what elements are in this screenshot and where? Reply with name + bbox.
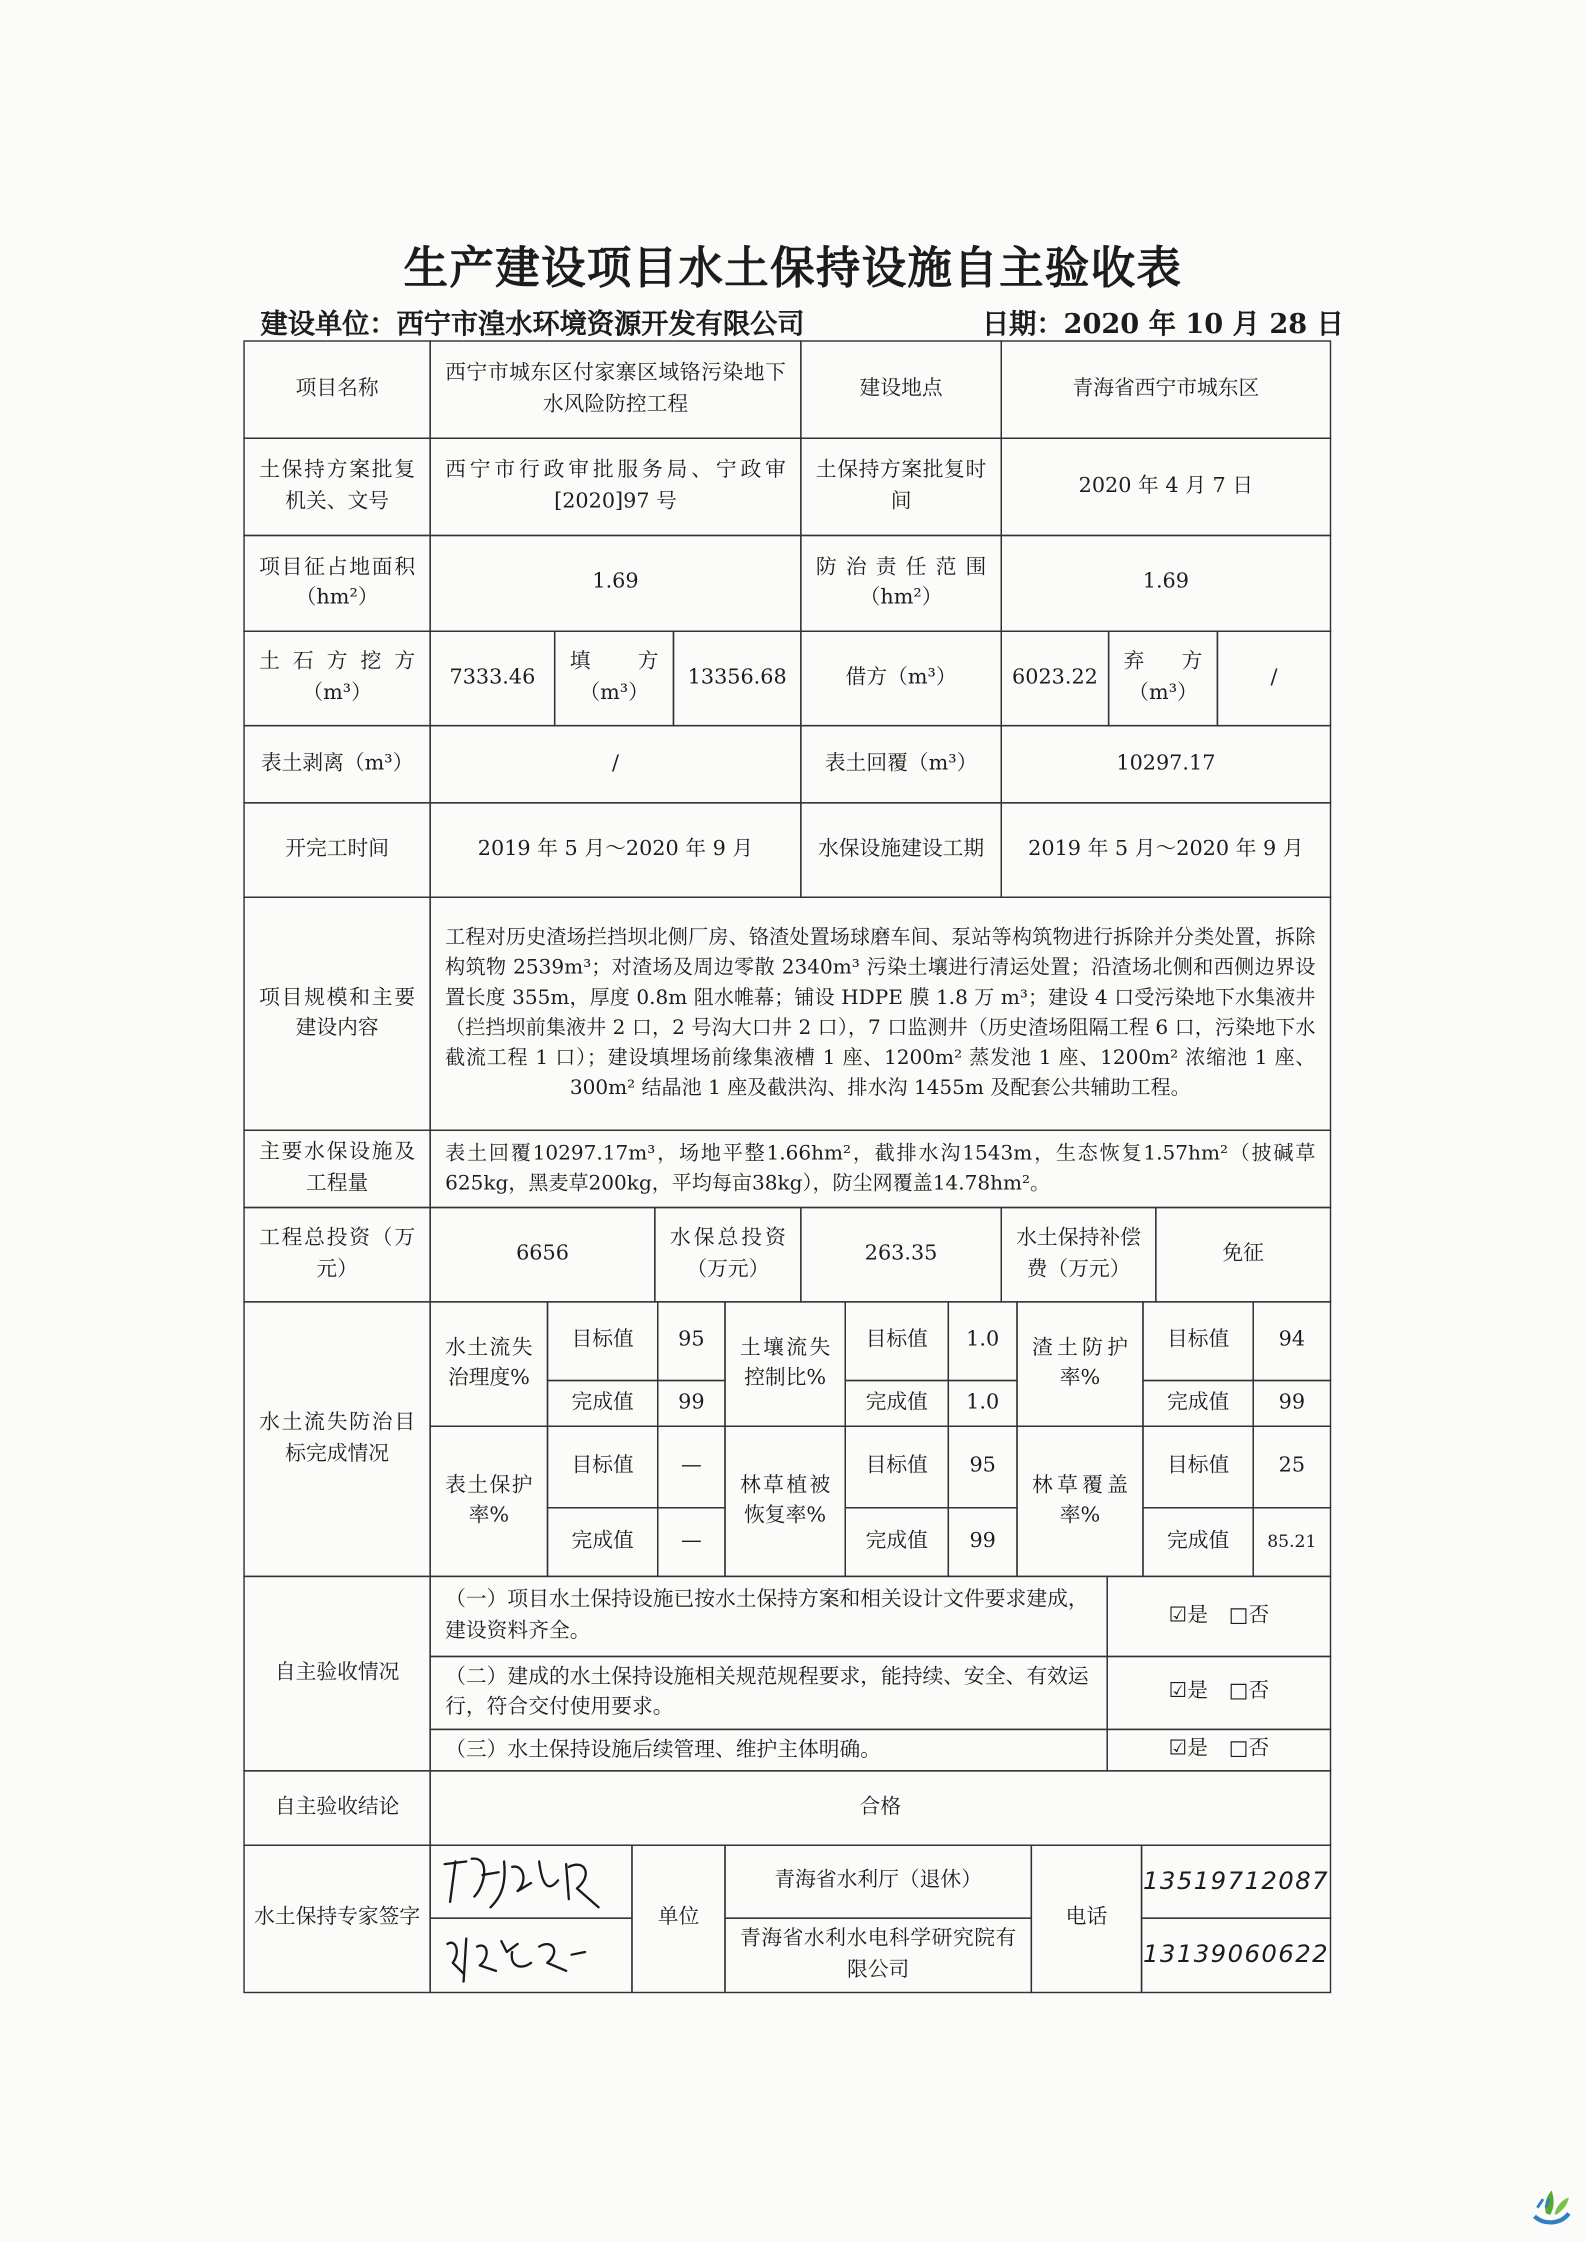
area-value: 1.69 [429, 535, 801, 632]
done-value-4: — [657, 1507, 726, 1577]
target-name-5: 林草植被恢复率% [724, 1426, 846, 1578]
target-name-6: 林草覆盖率% [1016, 1426, 1143, 1578]
expert-phone-1: 13519712087 [1141, 1845, 1331, 1919]
phone-label: 电话 [1031, 1845, 1143, 1994]
leaf-logo-icon [1529, 2188, 1575, 2231]
target-value-4: — [657, 1426, 726, 1509]
wsp-period-label: 水保设施建设工期 [800, 802, 1002, 898]
conclusion-value: 合格 [429, 1770, 1331, 1846]
target-value-3: 94 [1252, 1301, 1331, 1381]
target-value-6: 25 [1252, 1426, 1331, 1509]
construction-unit: 建设单位：西宁市湟水环境资源开发有限公司 [260, 308, 805, 341]
target-value-2: 1.0 [948, 1301, 1018, 1381]
target-label-5: 目标值 [845, 1426, 949, 1509]
watermark-logo [1529, 2188, 1575, 2237]
target-label-4: 目标值 [547, 1426, 659, 1509]
area-label: 项目征占地面积（hm²） [243, 535, 431, 632]
expert-signature-2 [429, 1917, 632, 1993]
acceptance-item-2: （二）建成的水土保持设施相关规范规程要求，能持续、安全、有效运行，符合交付使用要求。 [429, 1656, 1107, 1730]
period-label: 开完工时间 [243, 802, 431, 898]
done-label-2: 完成值 [845, 1380, 949, 1427]
done-label-3: 完成值 [1142, 1380, 1254, 1427]
expert-signature-1 [429, 1845, 632, 1919]
acceptance-item-1: （一）项目水土保持设施已按水土保持方案和相关设计文件要求建成，建设资料齐全。 [429, 1576, 1107, 1658]
done-value-6: 85.21 [1252, 1507, 1331, 1577]
facilities-label: 主要水保设施及工程量 [243, 1130, 431, 1209]
form-date: 日期：2020 年 10 月 28 日 [981, 308, 1344, 341]
target-name-4: 表土保护率% [429, 1426, 548, 1578]
fill-label: 填方（m³） [554, 631, 674, 727]
expert-unit-1: 青海省水利厅（退休） [724, 1845, 1032, 1919]
done-value-5: 99 [948, 1507, 1018, 1577]
waste-value: / [1217, 631, 1332, 727]
project-name-label: 项目名称 [243, 340, 431, 439]
acceptance-choice-1[interactable]: ☑是 □否 [1106, 1576, 1331, 1658]
target-label-6: 目标值 [1142, 1426, 1254, 1509]
conclusion-label: 自主验收结论 [243, 1770, 431, 1846]
experts-label: 水土保持专家签字 [243, 1845, 431, 1994]
done-label-5: 完成值 [845, 1507, 949, 1577]
borrow-value: 6023.22 [1001, 631, 1110, 727]
comp-label: 水土保持补偿费（万元） [1001, 1207, 1157, 1303]
targets-label: 水土流失防治目标完成情况 [243, 1301, 431, 1577]
acceptance-choice-2[interactable]: ☑是 □否 [1106, 1656, 1331, 1730]
resp-value: 1.69 [1001, 535, 1332, 632]
form-title: 生产建设项目水土保持设施自主验收表 [403, 243, 1183, 295]
borrow-label: 借方（m³） [800, 631, 1002, 727]
signature-2-icon [437, 1920, 626, 1991]
scale-label: 项目规模和主要建设内容 [243, 897, 431, 1131]
wsp-invest-label: 水保总投资（万元） [654, 1207, 801, 1303]
scale-value: 工程对历史渣场拦挡坝北侧厂房、铬渣处置场球磨车间、泵站等构筑物进行拆除并分类处置，拆除构筑物 2539m³；对渣场及周边零散 2340m³ 污染土壤进行清运处置；沿渣场北侧和西侧边界设置长度 355m，厚度 0.8m 阻水帷幕；铺设 HDPE 膜 1.8 万 m³；建设 4 口受污染地下水集液井（拦挡坝前集液井 2 口，2 号沟大口井 2 口），7 口监测井（历史渣场阻隔工程 6 口，污染地下水截流工程 1 口）；建设填埋场前缘集液槽 1 座、1200m² 蒸发池 1 座、1200m² 浓缩池 1 座、300m² 结晶池 1 座及截洪沟、排水沟 1455m 及配套公共辅助工程。 [429, 897, 1331, 1131]
resp-label: 防治责任范围（hm²） [800, 535, 1002, 632]
done-label-6: 完成值 [1142, 1507, 1254, 1577]
earth-label: 土石方挖方（m³） [243, 631, 431, 727]
wsp-invest-value: 263.35 [800, 1207, 1002, 1303]
target-label-1: 目标值 [547, 1301, 659, 1381]
acceptance-label: 自主验收情况 [243, 1576, 431, 1772]
comp-value: 免征 [1155, 1207, 1331, 1303]
fill-value: 13356.68 [673, 631, 802, 727]
facilities-value: 表土回覆10297.17m³，场地平整1.66hm²，截排水沟1543m，生态恢复1.57hm²（披碱草625kg，黑麦草200kg，平均每亩38kg），防尘网覆盖14.78hm²。 [429, 1130, 1331, 1209]
approval-value: 西宁市行政审批服务局、宁政审[2020]97 号 [429, 438, 801, 537]
done-value-1: 99 [657, 1380, 726, 1427]
wsp-period-value: 2019 年 5 月～2020 年 9 月 [1001, 802, 1332, 898]
location-value: 青海省西宁市城东区 [1001, 340, 1332, 439]
period-value: 2019 年 5 月～2020 年 9 月 [429, 802, 801, 898]
acceptance-item-3: （三）水土保持设施后续管理、维护主体明确。 [429, 1729, 1107, 1772]
done-label-4: 完成值 [547, 1507, 659, 1577]
strip-label: 表土剥离（m³） [243, 725, 431, 804]
waste-label: 弃方（m³） [1108, 631, 1218, 727]
target-label-3: 目标值 [1142, 1301, 1254, 1381]
invest-label: 工程总投资（万元） [243, 1207, 431, 1303]
cover-label: 表土回覆（m³） [800, 725, 1002, 804]
approval-label: 土保持方案批复机关、文号 [243, 438, 431, 537]
done-label-1: 完成值 [547, 1380, 659, 1427]
location-label: 建设地点 [800, 340, 1002, 439]
unit-label: 单位 [631, 1845, 725, 1994]
cover-value: 10297.17 [1001, 725, 1332, 804]
approval-time-value: 2020 年 4 月 7 日 [1001, 438, 1332, 537]
done-value-2: 1.0 [948, 1380, 1018, 1427]
target-name-2: 土壤流失控制比% [724, 1301, 846, 1427]
invest-value: 6656 [429, 1207, 655, 1303]
approval-time-label: 土保持方案批复时间 [800, 438, 1002, 537]
signature-1-icon [437, 1846, 626, 1917]
strip-value: / [429, 725, 801, 804]
target-name-1: 水土流失治理度% [429, 1301, 548, 1427]
earth-value: 7333.46 [429, 631, 555, 727]
target-value-1: 95 [657, 1301, 726, 1381]
target-value-5: 95 [948, 1426, 1018, 1509]
acceptance-choice-3[interactable]: ☑是 □否 [1106, 1729, 1331, 1772]
target-name-3: 渣土防护率% [1016, 1301, 1143, 1427]
expert-unit-2: 青海省水利水电科学研究院有限公司 [724, 1917, 1032, 1993]
expert-phone-2: 13139060622 [1141, 1917, 1331, 1993]
project-name-value: 西宁市城东区付家寨区域铬污染地下水风险防控工程 [429, 340, 801, 439]
target-label-2: 目标值 [845, 1301, 949, 1381]
done-value-3: 99 [1252, 1380, 1331, 1427]
